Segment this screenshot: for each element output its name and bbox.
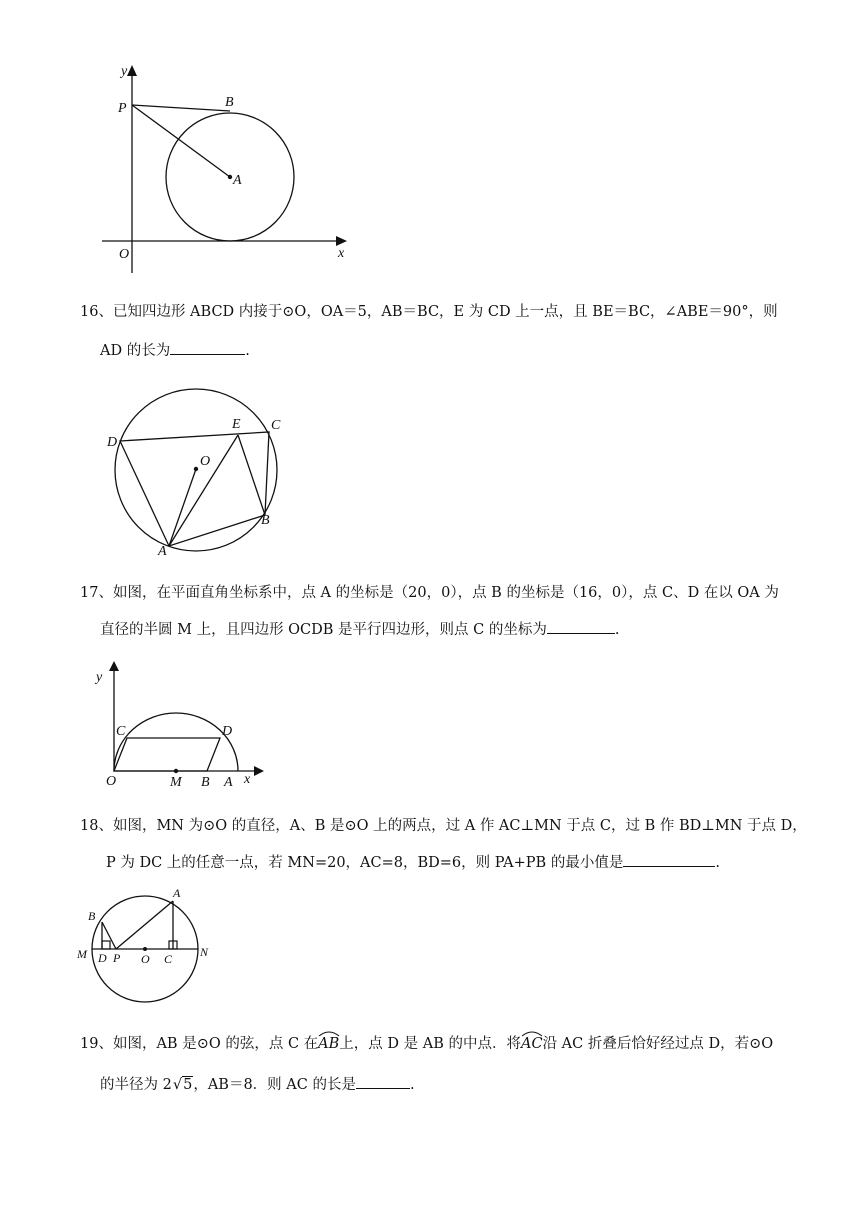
q16-line2 [100,338,250,361]
point-label-a: A [158,544,167,559]
q19-answer-blank[interactable] [356,1072,410,1089]
q18-answer-blank[interactable] [623,850,715,867]
arc-ac-text: AC [521,1036,543,1052]
q19-line2 [100,1072,415,1095]
q19-text1a: 如图，AB 是⊙O 的弦，点 C 在 [112,1036,319,1052]
q16-text1: 已知四边形 ABCD 内接于⊙O，OA＝5，AB＝BC，E 为 CD 上一点，且 BE＝BC，∠ABE＝90°，则 [112,304,778,320]
point-label-a: A [173,886,181,900]
point-label-d: D [98,951,107,965]
q17-answer-blank[interactable] [547,617,615,634]
figure-q16 [100,383,300,563]
q19-number: 19、 [80,1036,113,1052]
arc-ab-text: AB [318,1036,340,1052]
q18-line2 [106,850,720,873]
arc-ab-symbol [318,1029,340,1037]
q18-period: . [715,855,720,871]
axis-label-x: x [338,246,345,261]
point-label-c: C [271,418,281,433]
q19-text2a: 的半径为 2 [100,1077,172,1093]
figure-q15 [95,55,355,280]
point-label-d: D [222,724,233,739]
point-label-m: M [170,775,182,790]
q17-number: 17、 [80,585,113,601]
point-label-o: O [106,774,117,789]
q16-number: 16、 [80,304,113,320]
point-label-o: O [200,454,211,469]
point-label-b: B [225,95,234,110]
q19-text1b: 上，点 D 是 AB 的中点．将 [339,1036,521,1052]
q17-line2 [100,617,619,640]
figure-q18 [72,884,222,1010]
point-label-p: P [118,101,127,116]
q19-period: . [409,1077,415,1093]
q16-answer-blank[interactable] [170,338,245,355]
q16-text2: AD 的长为 [100,343,171,359]
q17-text2: 直径的半圆 M 上，且四边形 OCDB 是平行四边形，则点 C 的坐标为 [100,622,547,638]
q16-period: . [245,343,250,359]
q16-line1 [80,302,778,322]
point-label-b: B [88,909,96,923]
point-label-o: O [141,952,150,966]
q18-line1 [80,816,807,836]
q17-text1: 如图，在平面直角坐标系中，点 A 的坐标是（20，0），点 B 的坐标是（16，0），点 C、D 在以 OA 为 [112,585,779,601]
q18-text2: P 为 DC 上的任意一点，若 MN=20，AC=8，BD=6，则 PA+PB 的最小值是 [106,855,624,871]
q19-text1c: 沿 AC 折叠后恰好经过点 D，若⊙O [542,1036,774,1052]
arc-ac [521,1034,543,1054]
q17-period: . [614,622,620,638]
axis-label-y: y [96,670,103,685]
q19-text2b: ，AB＝8．则 AC 的长是 [193,1077,356,1093]
sqrt-radicand: 5 [183,1077,193,1093]
point-label-m: M [77,947,87,961]
arc-ab [318,1034,339,1054]
q18-text1: 如图，MN 为⊙O 的直径，A、B 是⊙O 上的两点，过 A 作 AC⊥MN 于点 C，过 B 作 BD⊥MN 于点 D， [112,818,807,834]
point-label-p: P [113,951,121,965]
axis-label-x: x [244,772,251,787]
point-label-a: A [233,173,242,188]
point-label-n: N [200,945,209,959]
point-label-c: C [116,724,126,739]
arc-ac-symbol [521,1029,543,1037]
point-label-b: B [201,775,210,790]
point-label-d: D [107,435,118,450]
point-label-b: B [261,513,270,528]
point-label-o: O [119,247,130,262]
q18-number: 18、 [80,818,113,834]
figure-q17 [92,657,272,797]
point-label-a: A [224,775,233,790]
q17-line1 [80,583,779,603]
q19-line1 [80,1034,773,1054]
point-label-e: E [232,417,241,432]
sqrt-symbol: √5 [172,1077,193,1093]
axis-label-y: y [121,64,128,79]
point-label-c: C [164,952,173,966]
